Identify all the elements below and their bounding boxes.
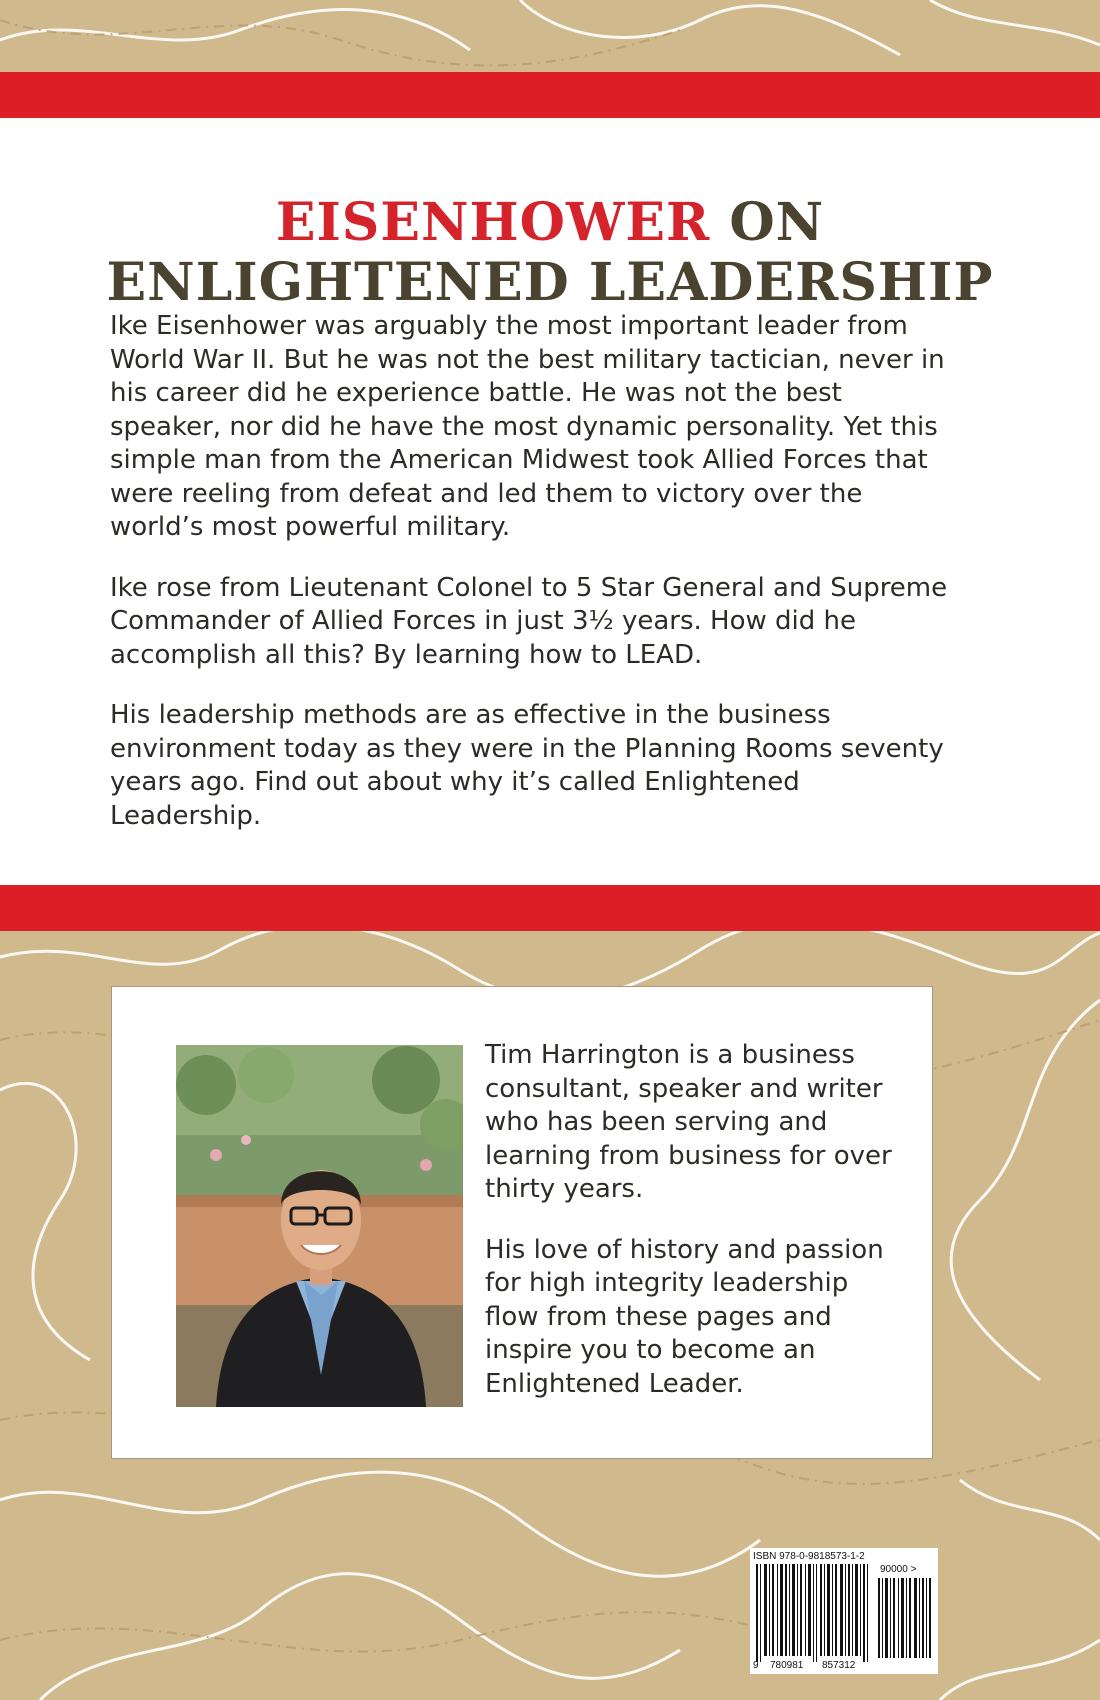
isbn-text: ISBN 978-0-9818573-1-2 [753, 1551, 865, 1562]
isbn-barcode [750, 1548, 938, 1674]
author-photo [176, 1045, 463, 1407]
author-bio-paragraph: Tim Harrington is a business consultant, speaker and writer who has been serving and learning from business for over thirty years. [485, 1040, 892, 1204]
barcode-bars [750, 1548, 938, 1674]
description-paragraph: His leadership methods are as effective in the business environment today as they were in the Planning Rooms seventy years ago. Find out about why it’s called Enlightened Leadership. [110, 700, 944, 831]
author-box [111, 986, 933, 1459]
book-description [110, 310, 950, 860]
book-title [0, 193, 1100, 313]
description-paragraph: Ike Eisenhower was arguably the most important leader from World War II. But he was not the best military tactician, never in his career did he experience battle. He was not the best speaker, nor did he have the most dynamic personality. Yet this simple man from the American Midwest took Allied Forces that were reeling from defeat and led them to victory over the world’s most powerful military. [110, 311, 945, 542]
title-line-2: ENLIGHTENED LEADERSHIP [106, 252, 994, 314]
author-bio [485, 1039, 905, 1428]
bottom-red-band [0, 885, 1100, 931]
author-bio-paragraph: His love of history and passion for high integrity leadership flow from these pages and inspire you to become an Enlightened Leader. [485, 1234, 884, 1399]
barcode-digit-group: 780981 [770, 1660, 804, 1671]
top-red-band [0, 72, 1100, 118]
price-code: 90000 > [880, 1564, 917, 1575]
barcode-digit-group: 9 [753, 1660, 759, 1671]
description-paragraph: Ike rose from Lieutenant Colonel to 5 Star General and Supreme Commander of Allied Forces in just 3½ years. How did he accomplish all this? By learning how to LEAD. [110, 572, 948, 670]
title-word-on: ON [729, 192, 825, 254]
barcode-digit-group: 857312 [822, 1660, 856, 1671]
title-accent-word: EISENHOWER [275, 192, 711, 254]
